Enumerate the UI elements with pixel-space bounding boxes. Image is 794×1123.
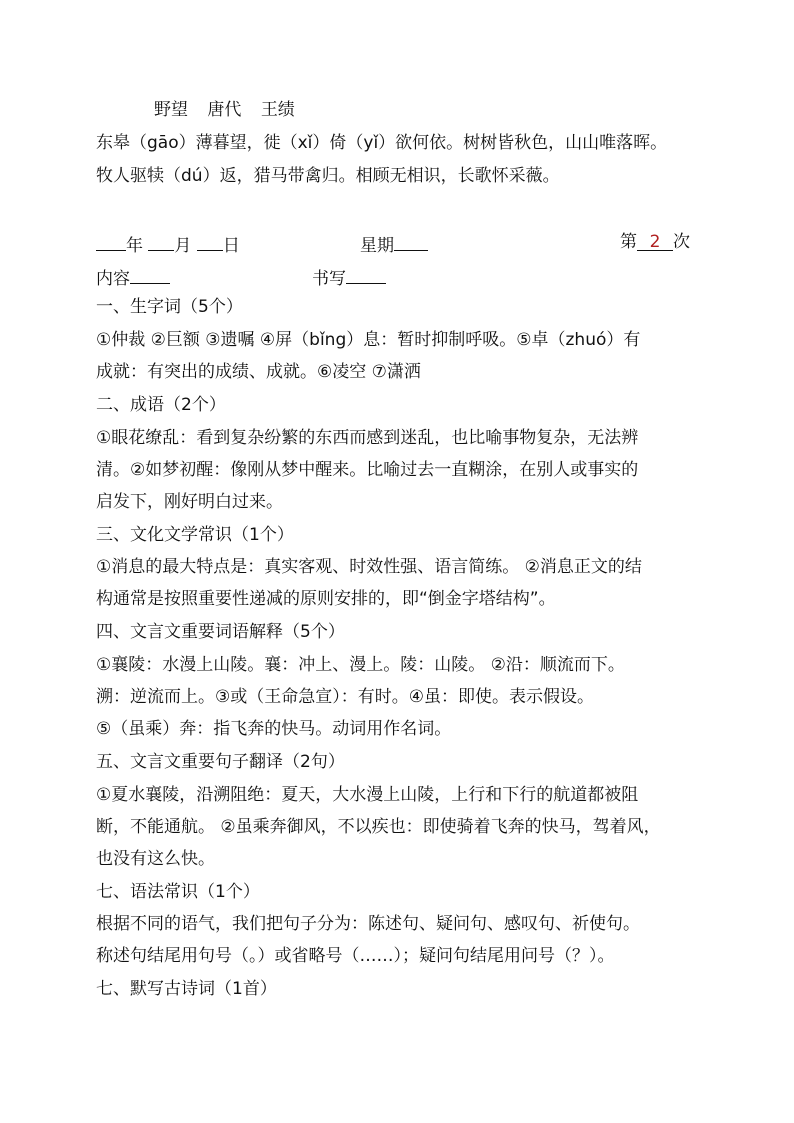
section-4-line-1: ①襄陵：水漫上山陵。襄：冲上、漫上。陵：山陵。 ②沿：顺流而下。 (96, 655, 625, 675)
section-2-line-3: 启发下，刚好明白过来。 (96, 492, 283, 512)
year-label: 年 (126, 236, 143, 256)
section-3-title: 三、文化文学常识（1个） (96, 525, 294, 545)
content-label: 内容 (96, 269, 130, 289)
poem-line-1: 东皋（gāo）薄暮望，徙（xǐ）倚（yǐ）欲何依。树树皆秋色，山山唯落晖。 (96, 133, 668, 153)
weekday-group (360, 232, 428, 256)
content-blank (130, 265, 170, 284)
section-1-line-2: 成就：有突出的成绩、成就。⑥凌空 ⑦潇洒 (96, 362, 421, 382)
poem-title: 野望 (154, 100, 188, 120)
weekday-blank (394, 232, 428, 251)
section-4-line-2: 溯：逆流而上。③或（王命急宣）：有时。④虽：即使。表示假设。 (96, 687, 594, 707)
month-label: 月 (174, 236, 192, 256)
month-blank (148, 232, 174, 251)
section-5-line-2: 断，不能通航。 ②虽乘奔御风，不以疾也：即使骑着飞奔的快马，驾着风， (96, 817, 661, 837)
section-5-line-1: ①夏水襄陵，沿溯阻绝：夏天，大水漫上山陵，上行和下行的航道都被阻 (96, 785, 639, 805)
poem-line-2: 牧人驱犊（dú）返，猎马带禽归。相顾无相识，长歌怀采薇。 (96, 166, 560, 186)
writing-label: 书写 (312, 269, 346, 289)
section-4-line-3: ⑤（虽乘）奔：指飞奔的快马。动词用作名词。 (96, 719, 452, 739)
poem-author: 王绩 (260, 100, 295, 120)
section-2-line-1: ①眼花缭乱：看到复杂纷繁的东西而感到迷乱，也比喻事物复杂，无法辨 (96, 428, 639, 448)
section-2-line-2: 清。②如梦初醒：像刚从梦中醒来。比喻过去一直糊涂，在别人或事实的 (96, 460, 639, 480)
section-6-title: 七、语法常识（1个） (96, 882, 260, 902)
count-value: 2 (637, 232, 673, 251)
section-3-line-1: ①消息的最大特点是：真实客观、时效性强、语言简练。 ②消息正文的结 (96, 557, 642, 577)
weekday-label: 星期 (360, 236, 394, 256)
section-5-title: 五、文言文重要句子翻译（2句） (96, 752, 345, 772)
section-6-line-1: 根据不同的语气，我们把句子分为：陈述句、疑问句、感叹句、祈使句。 (96, 914, 640, 934)
poem-dynasty: 唐代 (207, 100, 242, 120)
section-1-line-1: ①仲裁 ②巨额 ③遗嘱 ④屏（bǐng）息：暂时抑制呼吸。⑤卓（zhuó）有 (96, 330, 641, 350)
section-3-line-2: 构通常是按照重要性递减的原则安排的，即“倒金字塔结构”。 (96, 589, 556, 609)
grade-row (96, 265, 700, 289)
writing-blank (346, 265, 386, 284)
day-blank (197, 232, 223, 251)
section-7-title: 七、默写古诗词（1首） (96, 979, 277, 999)
section-5-line-3: 也没有这么快。 (96, 849, 215, 869)
count-suffix: 次 (673, 232, 690, 252)
year-blank (96, 232, 126, 251)
day-label: 日 (222, 236, 240, 256)
count-prefix: 第 (620, 232, 637, 252)
date-row (96, 232, 700, 256)
count-group (620, 232, 690, 252)
poem-heading (154, 100, 309, 120)
section-4-title: 四、文言文重要词语解释（5个） (96, 622, 345, 642)
section-1-title: 一、生字词（5个） (96, 297, 243, 317)
writing-group (312, 265, 386, 289)
section-6-line-2: 称述句结尾用句号（。）或省略号（……）；疑问句结尾用问号（？）。 (96, 946, 615, 966)
section-2-title: 二、成语（2个） (96, 395, 226, 415)
